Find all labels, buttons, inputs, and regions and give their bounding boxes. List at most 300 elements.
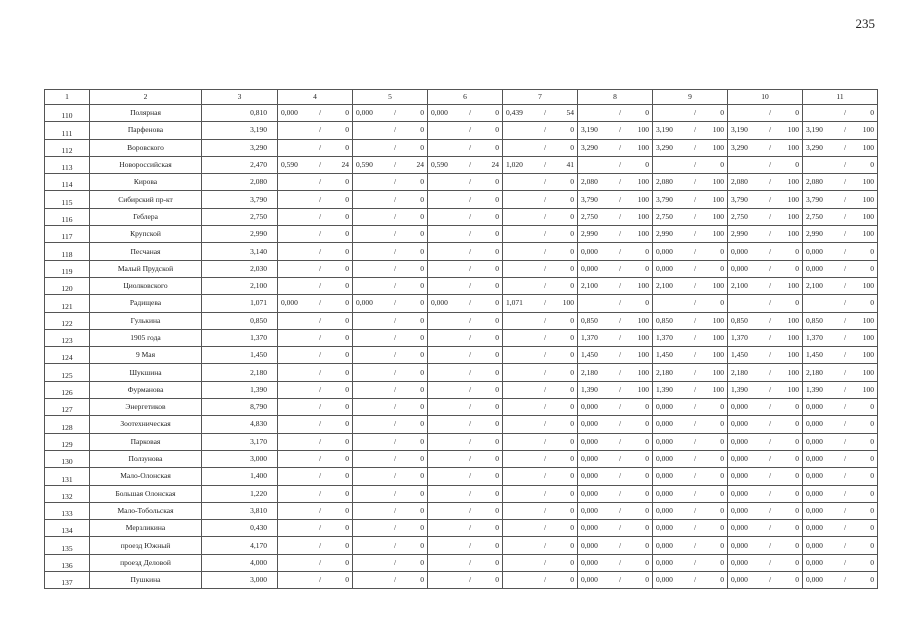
length-value: 0,000 bbox=[731, 402, 748, 412]
length-value: 0,000 bbox=[656, 471, 673, 481]
percent-value: 0 bbox=[345, 471, 349, 481]
value-pair-cell bbox=[353, 537, 428, 554]
street-name: Ползунова bbox=[90, 450, 202, 467]
percent-value: 100 bbox=[787, 367, 799, 377]
percent-value: 0 bbox=[420, 419, 424, 429]
value-pair-cell bbox=[353, 485, 428, 502]
separator: / bbox=[843, 454, 847, 464]
length-value: 3,290 bbox=[581, 142, 598, 152]
street-length: 1,071 bbox=[202, 295, 278, 312]
separator: / bbox=[618, 367, 622, 377]
street-length: 0,850 bbox=[202, 312, 278, 329]
street-name: Воровского bbox=[90, 139, 202, 156]
value-pair-cell bbox=[278, 520, 353, 537]
separator: / bbox=[318, 419, 322, 429]
separator: / bbox=[543, 194, 547, 204]
value-pair-cell bbox=[503, 243, 578, 260]
separator: / bbox=[693, 194, 697, 204]
value-pair-cell bbox=[278, 105, 353, 122]
percent-value: 100 bbox=[862, 177, 874, 187]
separator: / bbox=[543, 384, 547, 394]
separator: / bbox=[468, 402, 472, 412]
percent-value: 41 bbox=[566, 160, 574, 170]
row-number: 117 bbox=[45, 226, 90, 243]
column-header: 4 bbox=[278, 90, 353, 105]
value-pair-cell bbox=[803, 399, 878, 416]
value-pair-cell bbox=[578, 277, 653, 294]
separator: / bbox=[618, 246, 622, 256]
separator: / bbox=[768, 454, 772, 464]
percent-value: 0 bbox=[570, 246, 574, 256]
length-value: 0,000 bbox=[656, 575, 673, 585]
value-pair-cell bbox=[728, 347, 803, 364]
separator: / bbox=[768, 194, 772, 204]
percent-value: 0 bbox=[720, 523, 724, 533]
percent-value: 0 bbox=[795, 436, 799, 446]
separator: / bbox=[393, 436, 397, 446]
separator: / bbox=[318, 298, 322, 308]
separator: / bbox=[768, 125, 772, 135]
separator: / bbox=[393, 505, 397, 515]
length-value: 0,000 bbox=[656, 246, 673, 256]
separator: / bbox=[468, 575, 472, 585]
value-pair-cell bbox=[353, 260, 428, 277]
value-pair-cell bbox=[353, 502, 428, 519]
length-value: 1,370 bbox=[656, 333, 673, 342]
separator: / bbox=[768, 419, 772, 429]
separator: / bbox=[468, 281, 472, 291]
value-pair-cell bbox=[353, 277, 428, 294]
separator: / bbox=[768, 384, 772, 394]
value-pair-cell bbox=[653, 139, 728, 156]
value-pair-cell bbox=[728, 537, 803, 554]
value-pair-cell bbox=[803, 433, 878, 450]
length-value: 2,750 bbox=[656, 211, 673, 221]
separator: / bbox=[543, 246, 547, 256]
separator: / bbox=[618, 211, 622, 221]
separator: / bbox=[393, 211, 397, 221]
separator: / bbox=[318, 142, 322, 152]
value-pair-cell bbox=[653, 122, 728, 139]
value-pair-cell bbox=[353, 329, 428, 346]
separator: / bbox=[693, 211, 697, 221]
value-pair-cell bbox=[353, 520, 428, 537]
value-pair-cell bbox=[353, 364, 428, 381]
value-pair-cell bbox=[428, 347, 503, 364]
separator: / bbox=[843, 575, 847, 585]
percent-value: 0 bbox=[720, 263, 724, 273]
street-name: Парковая bbox=[90, 433, 202, 450]
table-row bbox=[45, 450, 878, 467]
separator: / bbox=[393, 402, 397, 412]
percent-value: 100 bbox=[787, 211, 799, 221]
value-pair-cell bbox=[503, 208, 578, 225]
row-number: 125 bbox=[45, 364, 90, 381]
percent-value: 0 bbox=[795, 246, 799, 256]
separator: / bbox=[768, 298, 772, 308]
value-pair-cell bbox=[428, 122, 503, 139]
value-pair-cell bbox=[803, 450, 878, 467]
separator: / bbox=[543, 557, 547, 567]
value-pair-cell bbox=[578, 139, 653, 156]
row-number: 118 bbox=[45, 243, 90, 260]
percent-value: 100 bbox=[637, 333, 649, 342]
value-pair-cell bbox=[503, 468, 578, 485]
percent-value: 0 bbox=[720, 471, 724, 481]
table-row bbox=[45, 312, 878, 329]
value-pair-cell bbox=[353, 243, 428, 260]
percent-value: 0 bbox=[795, 471, 799, 481]
length-value: 3,790 bbox=[806, 194, 823, 204]
value-pair-cell bbox=[578, 364, 653, 381]
value-pair-cell bbox=[728, 191, 803, 208]
length-value: 0,590 bbox=[431, 160, 448, 170]
length-value: 2,990 bbox=[731, 229, 748, 239]
percent-value: 0 bbox=[495, 281, 499, 291]
value-pair-cell bbox=[578, 174, 653, 191]
percent-value: 100 bbox=[862, 142, 874, 152]
percent-value: 0 bbox=[645, 108, 649, 118]
separator: / bbox=[768, 505, 772, 515]
value-pair-cell bbox=[728, 364, 803, 381]
value-pair-cell bbox=[353, 191, 428, 208]
percent-value: 100 bbox=[637, 367, 649, 377]
value-pair-cell bbox=[578, 191, 653, 208]
table-row bbox=[45, 226, 878, 243]
value-pair-cell bbox=[503, 572, 578, 589]
value-pair-cell bbox=[803, 347, 878, 364]
separator: / bbox=[393, 333, 397, 342]
separator: / bbox=[693, 436, 697, 446]
value-pair-cell bbox=[578, 226, 653, 243]
percent-value: 0 bbox=[870, 523, 874, 533]
street-length: 2,470 bbox=[202, 156, 278, 173]
street-length: 3,000 bbox=[202, 450, 278, 467]
value-pair-cell bbox=[278, 502, 353, 519]
value-pair-cell bbox=[728, 139, 803, 156]
separator: / bbox=[843, 384, 847, 394]
value-pair-cell bbox=[728, 312, 803, 329]
percent-value: 100 bbox=[712, 315, 724, 325]
length-value: 0,850 bbox=[731, 315, 748, 325]
percent-value: 0 bbox=[870, 246, 874, 256]
separator: / bbox=[843, 142, 847, 152]
separator: / bbox=[618, 436, 622, 446]
value-pair-cell bbox=[353, 381, 428, 398]
separator: / bbox=[543, 505, 547, 515]
separator: / bbox=[618, 419, 622, 429]
separator: / bbox=[843, 108, 847, 118]
percent-value: 0 bbox=[345, 194, 349, 204]
value-pair-cell bbox=[503, 105, 578, 122]
column-header: 2 bbox=[90, 90, 202, 105]
separator: / bbox=[468, 367, 472, 377]
length-value: 0,000 bbox=[806, 505, 823, 515]
percent-value: 0 bbox=[345, 177, 349, 187]
length-value: 2,750 bbox=[731, 211, 748, 221]
value-pair-cell bbox=[428, 226, 503, 243]
length-value: 0,000 bbox=[656, 540, 673, 550]
value-pair-cell bbox=[803, 295, 878, 312]
length-value: 0,000 bbox=[806, 488, 823, 498]
row-number: 136 bbox=[45, 554, 90, 571]
table-row bbox=[45, 554, 878, 571]
separator: / bbox=[543, 211, 547, 221]
percent-value: 0 bbox=[345, 505, 349, 515]
percent-value: 0 bbox=[645, 419, 649, 429]
percent-value: 0 bbox=[345, 108, 349, 118]
value-pair-cell bbox=[503, 295, 578, 312]
separator: / bbox=[843, 540, 847, 550]
value-pair-cell bbox=[728, 450, 803, 467]
separator: / bbox=[843, 333, 847, 342]
separator: / bbox=[318, 246, 322, 256]
percent-value: 0 bbox=[795, 454, 799, 464]
separator: / bbox=[843, 177, 847, 187]
percent-value: 0 bbox=[645, 505, 649, 515]
value-pair-cell bbox=[653, 226, 728, 243]
percent-value: 100 bbox=[712, 229, 724, 239]
value-pair-cell bbox=[728, 572, 803, 589]
percent-value: 100 bbox=[637, 350, 649, 360]
value-pair-cell bbox=[353, 572, 428, 589]
value-pair-cell bbox=[353, 347, 428, 364]
table-row bbox=[45, 364, 878, 381]
length-value: 0,000 bbox=[656, 557, 673, 567]
percent-value: 0 bbox=[570, 367, 574, 377]
value-pair-cell bbox=[578, 502, 653, 519]
table-header-row bbox=[45, 90, 878, 105]
separator: / bbox=[393, 350, 397, 360]
percent-value: 100 bbox=[562, 298, 574, 308]
percent-value: 0 bbox=[720, 436, 724, 446]
length-value: 2,180 bbox=[656, 367, 673, 377]
length-value: 0,000 bbox=[656, 402, 673, 412]
length-value: 0,000 bbox=[656, 436, 673, 446]
value-pair-cell bbox=[278, 450, 353, 467]
value-pair-cell bbox=[278, 537, 353, 554]
percent-value: 100 bbox=[862, 315, 874, 325]
separator: / bbox=[543, 488, 547, 498]
length-value: 2,750 bbox=[806, 211, 823, 221]
percent-value: 0 bbox=[420, 229, 424, 239]
value-pair-cell bbox=[728, 105, 803, 122]
row-number: 115 bbox=[45, 191, 90, 208]
value-pair-cell bbox=[578, 260, 653, 277]
value-pair-cell bbox=[803, 416, 878, 433]
value-pair-cell bbox=[803, 364, 878, 381]
row-number: 134 bbox=[45, 520, 90, 537]
length-value: 0,000 bbox=[806, 540, 823, 550]
street-length: 1,450 bbox=[202, 347, 278, 364]
table-row bbox=[45, 537, 878, 554]
row-number: 110 bbox=[45, 105, 90, 122]
separator: / bbox=[543, 142, 547, 152]
separator: / bbox=[318, 488, 322, 498]
street-name: Шукшина bbox=[90, 364, 202, 381]
table-row bbox=[45, 572, 878, 589]
value-pair-cell bbox=[578, 329, 653, 346]
length-value: 2,080 bbox=[581, 177, 598, 187]
value-pair-cell bbox=[653, 312, 728, 329]
value-pair-cell bbox=[503, 226, 578, 243]
value-pair-cell bbox=[653, 208, 728, 225]
street-name: проезд Деловой bbox=[90, 554, 202, 571]
value-pair-cell bbox=[503, 485, 578, 502]
value-pair-cell bbox=[503, 174, 578, 191]
length-value: 2,100 bbox=[731, 281, 748, 291]
row-number: 128 bbox=[45, 416, 90, 433]
value-pair-cell bbox=[503, 502, 578, 519]
value-pair-cell bbox=[278, 416, 353, 433]
separator: / bbox=[468, 540, 472, 550]
length-value: 0,000 bbox=[581, 505, 598, 515]
percent-value: 0 bbox=[345, 246, 349, 256]
percent-value: 100 bbox=[862, 367, 874, 377]
separator: / bbox=[693, 488, 697, 498]
separator: / bbox=[393, 540, 397, 550]
value-pair-cell bbox=[728, 226, 803, 243]
percent-value: 0 bbox=[870, 488, 874, 498]
value-pair-cell bbox=[578, 572, 653, 589]
percent-value: 100 bbox=[637, 177, 649, 187]
percent-value: 0 bbox=[795, 160, 799, 170]
value-pair-cell bbox=[803, 226, 878, 243]
table-row bbox=[45, 295, 878, 312]
separator: / bbox=[693, 523, 697, 533]
separator: / bbox=[618, 315, 622, 325]
separator: / bbox=[318, 160, 322, 170]
separator: / bbox=[468, 384, 472, 394]
row-number: 114 bbox=[45, 174, 90, 191]
separator: / bbox=[393, 160, 397, 170]
value-pair-cell bbox=[278, 329, 353, 346]
percent-value: 0 bbox=[495, 177, 499, 187]
percent-value: 0 bbox=[345, 557, 349, 567]
separator: / bbox=[768, 315, 772, 325]
value-pair-cell bbox=[803, 554, 878, 571]
page-number: 235 bbox=[855, 16, 875, 31]
value-pair-cell bbox=[803, 468, 878, 485]
percent-value: 54 bbox=[566, 108, 574, 118]
percent-value: 0 bbox=[495, 315, 499, 325]
street-name: проезд Южный bbox=[90, 537, 202, 554]
value-pair-cell bbox=[503, 329, 578, 346]
table-row bbox=[45, 105, 878, 122]
value-pair-cell bbox=[653, 347, 728, 364]
percent-value: 0 bbox=[420, 384, 424, 394]
separator: / bbox=[768, 523, 772, 533]
length-value: 1,450 bbox=[656, 350, 673, 360]
value-pair-cell bbox=[803, 381, 878, 398]
percent-value: 0 bbox=[645, 263, 649, 273]
value-pair-cell bbox=[278, 295, 353, 312]
length-value: 3,190 bbox=[731, 125, 748, 135]
percent-value: 0 bbox=[420, 315, 424, 325]
table-row bbox=[45, 277, 878, 294]
length-value: 0,000 bbox=[656, 505, 673, 515]
length-value: 1,370 bbox=[806, 333, 823, 342]
percent-value: 0 bbox=[495, 505, 499, 515]
separator: / bbox=[393, 575, 397, 585]
separator: / bbox=[843, 263, 847, 273]
value-pair-cell bbox=[653, 329, 728, 346]
length-value: 0,000 bbox=[806, 402, 823, 412]
percent-value: 100 bbox=[637, 142, 649, 152]
separator: / bbox=[693, 142, 697, 152]
percent-value: 100 bbox=[637, 384, 649, 394]
separator: / bbox=[768, 575, 772, 585]
length-value: 0,000 bbox=[806, 523, 823, 533]
value-pair-cell bbox=[728, 295, 803, 312]
value-pair-cell bbox=[278, 433, 353, 450]
percent-value: 0 bbox=[870, 402, 874, 412]
separator: / bbox=[768, 471, 772, 481]
percent-value: 0 bbox=[870, 471, 874, 481]
percent-value: 0 bbox=[495, 557, 499, 567]
data-table bbox=[44, 89, 878, 589]
row-number: 124 bbox=[45, 347, 90, 364]
street-length: 3,290 bbox=[202, 139, 278, 156]
value-pair-cell bbox=[578, 312, 653, 329]
value-pair-cell bbox=[428, 364, 503, 381]
percent-value: 100 bbox=[787, 177, 799, 187]
percent-value: 100 bbox=[862, 211, 874, 221]
street-name: Парфенова bbox=[90, 122, 202, 139]
separator: / bbox=[393, 194, 397, 204]
separator: / bbox=[543, 108, 547, 118]
separator: / bbox=[768, 246, 772, 256]
value-pair-cell bbox=[728, 329, 803, 346]
separator: / bbox=[468, 315, 472, 325]
separator: / bbox=[843, 125, 847, 135]
value-pair-cell bbox=[578, 537, 653, 554]
value-pair-cell bbox=[803, 122, 878, 139]
separator: / bbox=[693, 177, 697, 187]
percent-value: 0 bbox=[795, 523, 799, 533]
percent-value: 0 bbox=[495, 419, 499, 429]
percent-value: 0 bbox=[345, 281, 349, 291]
length-value: 3,190 bbox=[806, 125, 823, 135]
percent-value: 0 bbox=[420, 194, 424, 204]
percent-value: 0 bbox=[870, 505, 874, 515]
separator: / bbox=[393, 367, 397, 377]
value-pair-cell bbox=[503, 347, 578, 364]
percent-value: 0 bbox=[420, 298, 424, 308]
table-row bbox=[45, 468, 878, 485]
value-pair-cell bbox=[803, 174, 878, 191]
separator: / bbox=[618, 454, 622, 464]
separator: / bbox=[618, 263, 622, 273]
separator: / bbox=[618, 194, 622, 204]
separator: / bbox=[318, 436, 322, 446]
value-pair-cell bbox=[653, 502, 728, 519]
percent-value: 0 bbox=[420, 263, 424, 273]
value-pair-cell bbox=[728, 416, 803, 433]
street-name: Песчаная bbox=[90, 243, 202, 260]
separator: / bbox=[543, 350, 547, 360]
percent-value: 100 bbox=[712, 177, 724, 187]
percent-value: 100 bbox=[862, 281, 874, 291]
percent-value: 0 bbox=[420, 333, 424, 342]
percent-value: 0 bbox=[570, 263, 574, 273]
percent-value: 0 bbox=[720, 557, 724, 567]
separator: / bbox=[693, 281, 697, 291]
percent-value: 100 bbox=[637, 125, 649, 135]
value-pair-cell bbox=[653, 243, 728, 260]
percent-value: 0 bbox=[795, 108, 799, 118]
percent-value: 0 bbox=[570, 523, 574, 533]
